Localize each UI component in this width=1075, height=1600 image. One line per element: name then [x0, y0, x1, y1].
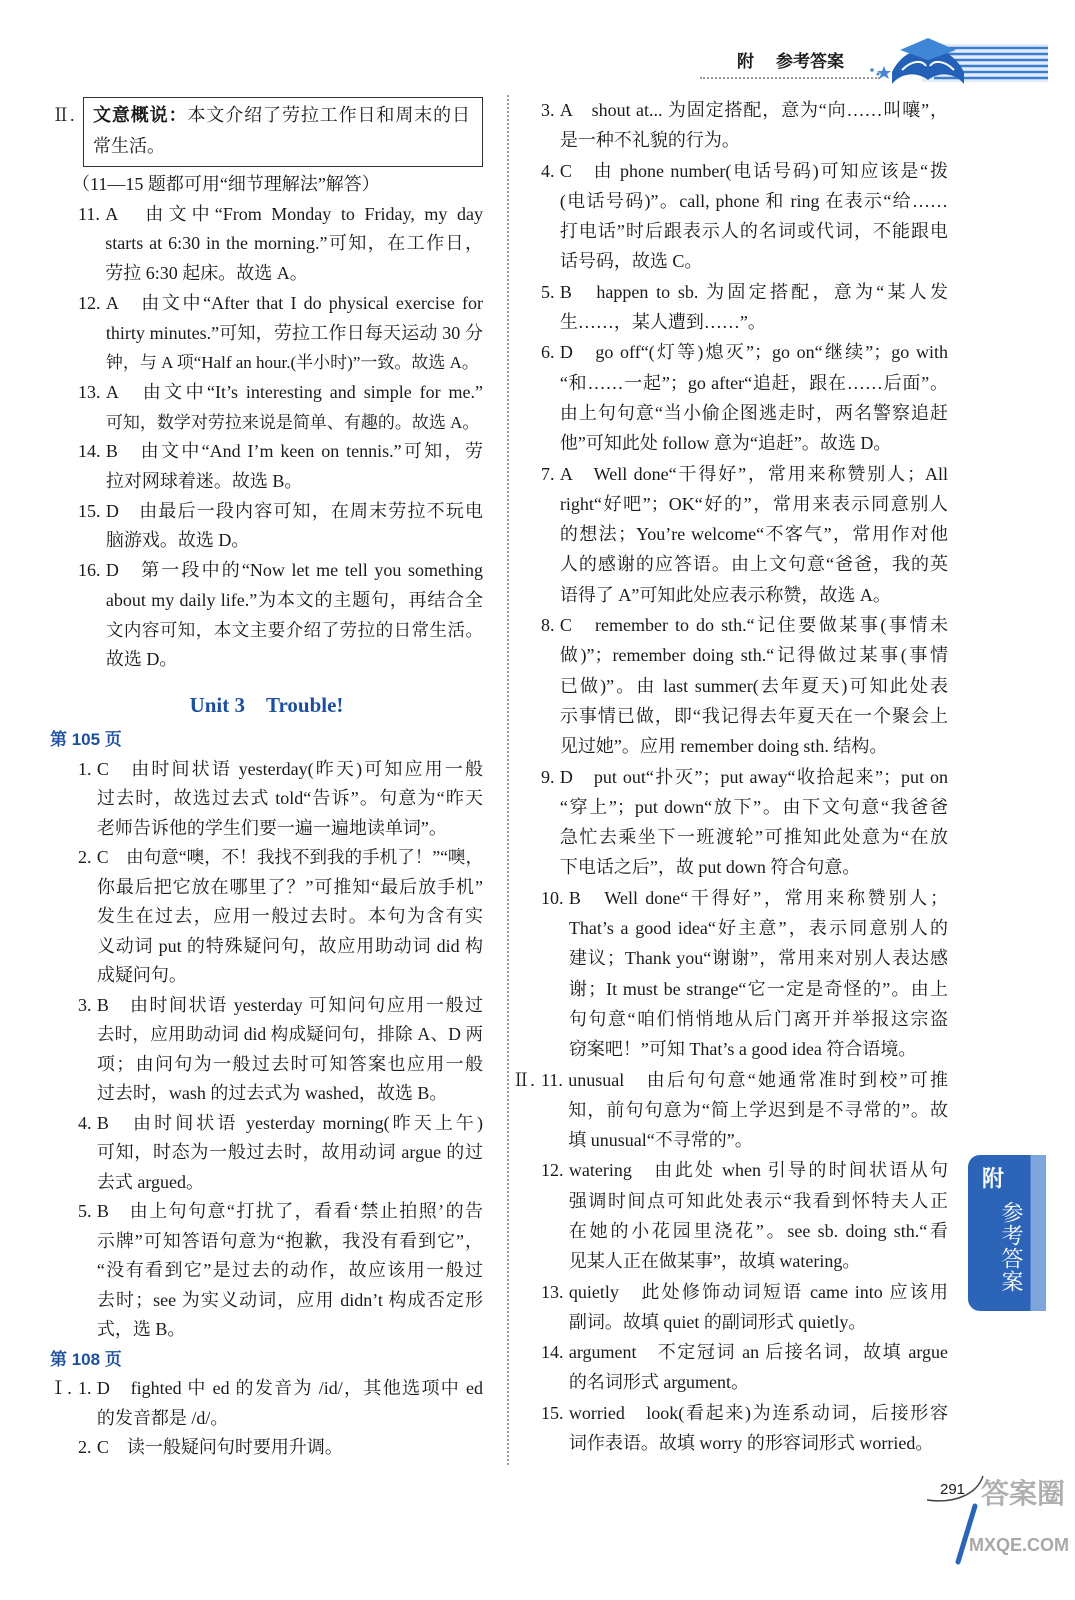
- header-book-logo-icon: [862, 30, 1048, 92]
- answer-item: [541, 762, 948, 883]
- answer-number: 5.: [78, 1201, 92, 1221]
- answer-line: quietly 此处修饰动词短语 came into 应该用: [568, 1281, 948, 1302]
- answer-line: 人的感谢的应答语。由上文句意“爸爸，我的英: [559, 554, 948, 575]
- answer-number: 7.: [541, 463, 555, 484]
- answer-number: 14.: [78, 441, 101, 462]
- answer-line: 强调时间点可知此处表示“我看到怀特夫人正: [568, 1190, 948, 1211]
- answer-text: [97, 843, 483, 991]
- section-marker: Ⅰ.: [49, 1378, 72, 1398]
- answer-line: right“好吧”；OK“好的”，常用来表示同意别人: [559, 493, 948, 514]
- answer-line: 故选 D。: [105, 649, 178, 670]
- answer-number: 15.: [78, 500, 101, 521]
- answer-number: 14.: [541, 1342, 564, 1363]
- answer-number: 9.: [541, 766, 555, 787]
- answer-line: 的发音都是 /d/。: [96, 1407, 229, 1428]
- answer-text: [569, 1277, 948, 1338]
- answer-text: [97, 1374, 483, 1433]
- watermark-name: 答案圈: [980, 1478, 1065, 1509]
- answer-text: [560, 95, 948, 156]
- answer-text: [560, 762, 948, 883]
- answer-number: 8.: [541, 615, 555, 636]
- answer-line: 急忙去乘坐下一班渡轮”可推知此处意为“在放: [559, 827, 948, 848]
- answer-line: “穿上”；put down“放下”。由下文句意“我爸爸: [559, 796, 948, 817]
- answer-line: D put out“扑灭”；put away“收拾起来”；put on: [559, 766, 948, 787]
- running-header: [737, 52, 844, 72]
- answer-text: [97, 1433, 483, 1463]
- answer-line: A 由文中“It’s interesting and simple for me.”: [105, 381, 483, 402]
- summary-line: [93, 100, 470, 131]
- answer-item: [78, 1109, 483, 1198]
- answer-item: [49, 1374, 483, 1433]
- answer-text: [560, 610, 948, 761]
- answer-item: [541, 1155, 948, 1276]
- answer-number: 4.: [541, 160, 555, 181]
- answer-line: 义动词 put 的特殊疑问句，故应用助动词 did 构: [96, 935, 483, 956]
- answer-line: 可知，数学对劳拉来说是简单、有趣的。故选 A。: [105, 412, 480, 432]
- answer-text: [560, 277, 948, 338]
- answer-line: 项；由问句为一般过去时可知答案也应用一般: [96, 1053, 483, 1074]
- answer-number: 12.: [78, 292, 101, 313]
- answer-line: 窃案吧！”可知 That’s a good idea 符合语境。: [568, 1039, 917, 1060]
- answer-list: [512, 95, 948, 1458]
- answer-line: 可知，时态为一般过去时，故用动词 argue 的过: [96, 1142, 483, 1162]
- answer-line: 发生在过去，应用一般过去时。本句为含有实: [96, 906, 483, 926]
- answer-number: 1.: [78, 1378, 92, 1398]
- answer-line: 见过她”。应用 remember doing sth. 结构。: [559, 736, 888, 757]
- answer-item: [541, 156, 948, 277]
- answer-number: 6.: [541, 342, 555, 363]
- answer-line: about my daily life.”为本文的主题句，再结合全: [105, 589, 483, 610]
- answer-line: 去时；see 为实义动词，应用 didn’t 构成否定形: [96, 1289, 483, 1310]
- answer-line: 劳拉 6:30 起床。故选 A。: [105, 263, 308, 284]
- column-divider: [507, 95, 509, 1465]
- answer-line: A 由文中“After that I do physical exercise for: [105, 292, 483, 313]
- answer-number: 16.: [78, 560, 101, 581]
- answer-text: [569, 1337, 948, 1398]
- page-heading-105: 第 105 页: [50, 730, 122, 749]
- answer-line: 已做)”。由 last summer(去年夏天)可知此处表: [559, 675, 948, 696]
- answer-line: 语得了 A”可知此处应表示称赞，故选 A。: [559, 584, 891, 605]
- answer-line: 拉对网球着迷。故选 B。: [105, 471, 303, 492]
- answer-line: B 由上句句意“打扰了，看看‘禁止拍照’的告: [96, 1201, 483, 1221]
- answer-line: D 第一段中的“Now let me tell you something: [105, 560, 483, 581]
- answer-text: [560, 156, 948, 277]
- answer-item: [78, 289, 483, 378]
- answer-line: D go off“(灯等)熄灭”；go on“继续”；go with: [559, 342, 948, 363]
- answer-line: 过去时，故选过去式 told“告诉”。句意为“昨天: [96, 788, 483, 808]
- answer-item: [78, 991, 483, 1109]
- answer-line: 词作表语。故填 worry 的形容词形式 worried。: [568, 1433, 934, 1454]
- answer-number: 15.: [541, 1402, 564, 1423]
- answer-item: [541, 277, 948, 338]
- answer-item: [78, 556, 483, 675]
- answer-line: That’s a good idea“好主意”，表示同意别人的: [568, 918, 948, 939]
- answer-number: 5.: [541, 281, 555, 302]
- answer-line: 由上句句意“当小偷企图逃走时，两名警察追赶: [559, 402, 948, 423]
- answer-number: 1.: [78, 758, 92, 779]
- answer-text: [97, 755, 483, 844]
- answer-line: worried look(看起来)为连系动词，后接形容: [568, 1402, 948, 1423]
- side-tab-prefix: 附: [982, 1166, 1005, 1191]
- answer-number: 4.: [78, 1112, 92, 1133]
- answer-line: A shout at... 为固定搭配，意为“向……叫嚷”，: [559, 100, 948, 120]
- answer-text: [106, 378, 483, 437]
- answer-line: 下电话之后”，故 put down 符合句意。: [559, 857, 861, 878]
- answer-number: 3.: [78, 994, 92, 1015]
- answer-line: 知，前句句意为“简上学迟到是不寻常的”。故: [568, 1099, 948, 1120]
- answers-pages-105-108: [50, 725, 483, 1463]
- answer-line: 去时，应用助动词 did 构成疑问句，排除 A、D 两: [96, 1024, 483, 1044]
- summary-text: 本文介绍了劳拉工作日和周末的日: [187, 105, 471, 125]
- answer-line: 在她的小花园里浇花”。see sb. doing sth.“看: [568, 1220, 948, 1241]
- answer-line: 老师告诉他的学生们要一遍一遍地读单词”。: [96, 817, 447, 838]
- answer-text: [106, 437, 483, 496]
- answer-item: [541, 1337, 948, 1398]
- answer-item: [78, 1433, 483, 1463]
- appendix-side-tab: [968, 1155, 1046, 1311]
- answer-line: C 读一般疑问句时要用升调。: [96, 1437, 343, 1457]
- answer-line: 示事情已做，即“我记得去年夏天在一个聚会上: [559, 705, 948, 726]
- answer-text: [569, 1398, 948, 1459]
- passage-summary-box: [83, 97, 483, 167]
- answer-item: [541, 610, 948, 761]
- answer-line: B 由时间状语 yesterday 可知问句应用一般过: [96, 994, 483, 1015]
- page-heading-108: 第 108 页: [50, 1349, 122, 1369]
- answer-item: [78, 755, 483, 844]
- answer-item: [541, 1277, 948, 1338]
- answer-number: 2.: [78, 847, 92, 867]
- answer-item: [78, 843, 483, 991]
- answer-list: [50, 755, 483, 1345]
- answer-number: 13.: [541, 1281, 564, 1302]
- answer-text: [569, 1155, 948, 1276]
- answer-number: 13.: [78, 381, 101, 402]
- answer-item: [541, 883, 948, 1065]
- answer-line: watering 由此处 when 引导的时间状语从句: [568, 1160, 948, 1181]
- answer-number: 10.: [541, 887, 564, 908]
- answer-text: [106, 289, 483, 378]
- answer-item: [541, 337, 948, 458]
- answer-line: B 由文中“And I’m keen on tennis.”可知，劳: [105, 441, 483, 462]
- answer-line: 谢；It must be strange“它一定是奇怪的”。由上: [568, 978, 948, 999]
- answers-right-column: [512, 95, 948, 1458]
- method-note: （11—15 题都可用“细节理解法”解答）: [72, 174, 380, 194]
- summary-label: 文意概说：: [93, 105, 188, 125]
- answer-line: unusual 由后句句意“她通常准时到校”可推: [568, 1069, 948, 1090]
- answer-item: [78, 200, 483, 289]
- answer-line: D fighted 中 ed 的发音为 /id/，其他选项中 ed: [96, 1378, 483, 1398]
- answer-line: 去式 argued。: [96, 1171, 205, 1192]
- answer-text: [560, 459, 948, 610]
- answer-line: 脑游戏。故选 D。: [105, 530, 250, 551]
- answer-line: 过去时，wash 的过去式为 washed，故选 B。: [96, 1083, 448, 1103]
- answer-line: 文内容可知，本文主要介绍了劳拉的日常生活。: [105, 619, 483, 640]
- answer-line: A Well done“干得好”，常用来称赞别人；All: [559, 463, 948, 484]
- summary-line: 常生活。: [93, 136, 165, 156]
- answer-line: 他”可知此处 follow 意为“追赶”。故选 D。: [559, 433, 892, 454]
- answer-text: [568, 1065, 948, 1156]
- header-title: 参考答案: [776, 52, 844, 71]
- answer-line: 做)”；remember doing sth.“记得做过某事(事情: [559, 645, 948, 666]
- answer-line: 的名词形式 argument。: [568, 1372, 750, 1393]
- answer-number: 11.: [78, 203, 100, 224]
- answer-number: 2.: [78, 1437, 92, 1457]
- answer-line: B 由时间状语 yesterday morning(昨天上午): [96, 1112, 483, 1133]
- answer-item: [78, 1197, 483, 1345]
- answer-line: 式，选 B。: [96, 1319, 186, 1339]
- answer-line: C 由句意“噢，不！我找不到我的手机了！”“噢，: [96, 847, 483, 867]
- answer-line: 你最后把它放在哪里了？”可推知“最后放手机”: [96, 876, 483, 897]
- answer-text: [97, 1109, 483, 1198]
- answer-line: 是一种不礼貌的行为。: [559, 130, 740, 151]
- answer-line: 句句意“咱们悄悄地从后门离开并举报这宗盗: [568, 1008, 948, 1029]
- answer-line: 打电话”时后跟表示人的名词或代词，不能跟电: [559, 221, 948, 242]
- answer-item: [78, 497, 483, 556]
- unit-title: Unit 3 Trouble!: [189, 693, 344, 717]
- header-dotted-rule: [700, 77, 880, 79]
- answer-line: thirty minutes.”可知，劳拉工作日每天运动 30 分: [105, 322, 483, 343]
- section-marker: Ⅱ.: [512, 1069, 535, 1090]
- answer-text: [97, 991, 483, 1109]
- answer-line: 钟，与 A 项“Half an hour.(半小时)”一致。故选 A。: [105, 353, 479, 373]
- answer-item: [78, 437, 483, 496]
- answer-line: starts at 6:30 in the morning.”可知，在工作日，: [105, 233, 483, 254]
- answer-line: 见某人正在做某事”，故填 watering。: [568, 1251, 861, 1272]
- section-marker: Ⅱ.: [52, 105, 75, 125]
- answer-line: B Well done“干得好”，常用来称赞别人；: [568, 887, 948, 908]
- answer-line: C 由时间状语 yesterday(昨天)可知应用一般: [96, 758, 483, 779]
- answer-item: [541, 459, 948, 610]
- answer-number: 12.: [541, 1160, 564, 1181]
- answer-line: B happen to sb. 为固定搭配，意为“某人发: [559, 281, 948, 302]
- answer-line: “和……一起”；go after“追赶，跟在……后面”。: [559, 372, 948, 393]
- answer-line: “没有看到它”是过去的动作，故应该用一般过: [96, 1260, 483, 1280]
- answer-number: 3.: [541, 100, 555, 120]
- answer-text: [105, 200, 483, 289]
- answer-list: [50, 1374, 483, 1463]
- answer-line: 填 unusual“不寻常的”。: [568, 1130, 753, 1151]
- answer-line: 示牌”可知答语句意为“抱歉，我没有看到它”，: [96, 1230, 483, 1251]
- answer-item: [512, 1065, 948, 1156]
- answer-line: 成疑问句。: [96, 965, 187, 985]
- answer-text: [569, 883, 948, 1065]
- answer-line: (电话号码)”。call, phone 和 ring 在表示“给……: [559, 190, 948, 211]
- answer-number: 11.: [541, 1069, 563, 1090]
- answer-text: [560, 337, 948, 458]
- answer-text: [106, 556, 483, 675]
- header-prefix: 附: [737, 52, 754, 71]
- answer-text: [106, 497, 483, 556]
- answer-item: [541, 1398, 948, 1459]
- answer-line: A 由文中“From Monday to Friday, my day: [105, 203, 483, 224]
- answer-line: C 由 phone number(电话号码)可知应该是“拨: [559, 160, 948, 181]
- answer-line: 生……，某人遭到……”。: [559, 312, 766, 333]
- answer-line: 的想法；You’re welcome“不客气”，常用作对他: [559, 524, 948, 545]
- answer-list: [50, 200, 483, 675]
- answer-line: C remember to do sth.“记住要做某事(事情未: [559, 615, 948, 636]
- answer-item: [78, 378, 483, 437]
- answer-line: 建议；Thank you“谢谢”，常用来对别人表达感: [568, 948, 948, 969]
- answer-item: [541, 95, 948, 156]
- page-number: 291: [940, 1481, 966, 1498]
- watermark-site: MXQE.COM: [968, 1535, 1069, 1555]
- answer-text: [97, 1197, 483, 1345]
- answer-line: D 由最后一段内容可知，在周末劳拉不玩电: [105, 500, 483, 521]
- side-tab-label: 参考答案: [999, 1201, 1024, 1293]
- answers-section-ii: [50, 170, 483, 675]
- answer-line: 话号码，故选 C。: [559, 251, 703, 272]
- answer-line: 副词。故填 quiet 的副词形式 quietly。: [568, 1311, 867, 1332]
- answer-line: argument 不定冠词 an 后接名词，故填 argue: [568, 1342, 948, 1363]
